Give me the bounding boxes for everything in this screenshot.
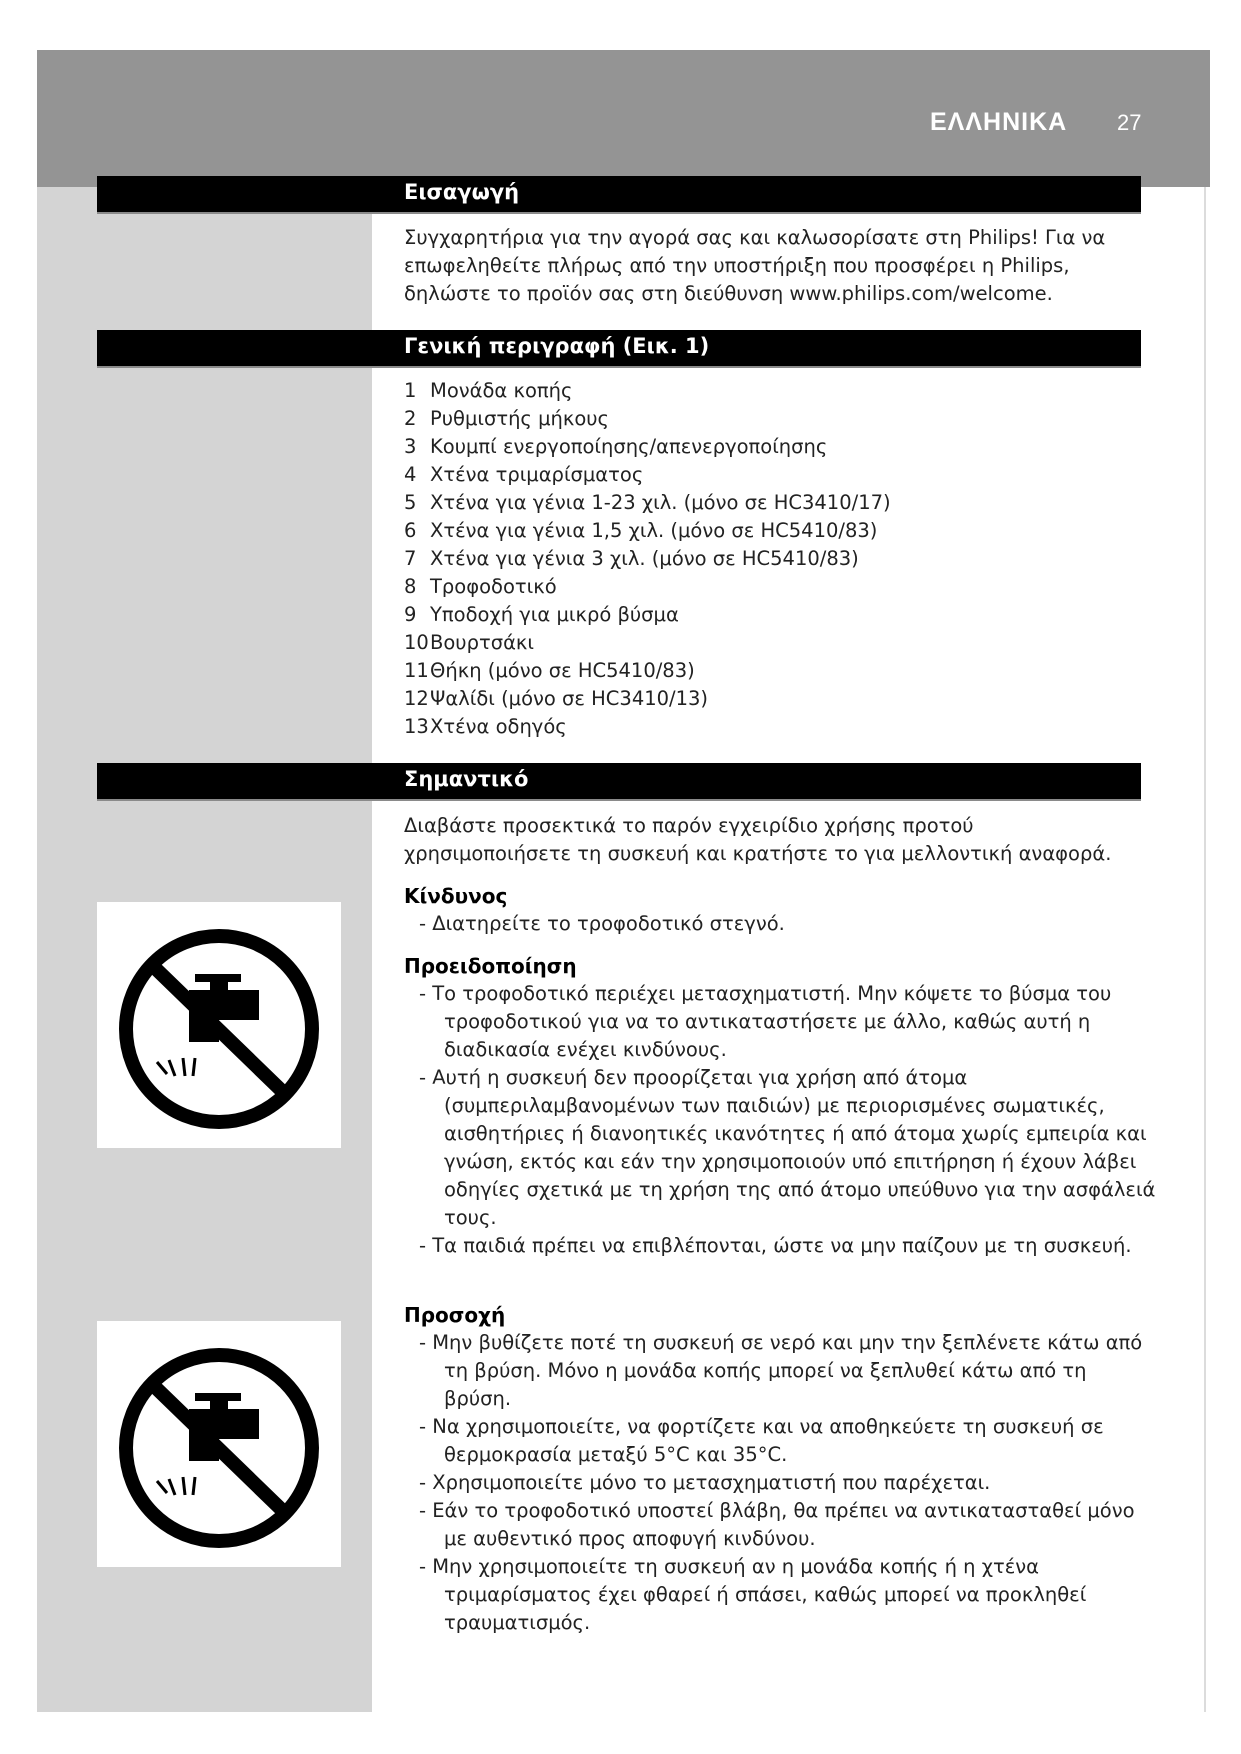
part-label: Χτένα τριμαρίσματος xyxy=(430,463,644,486)
parts-list xyxy=(404,377,1144,741)
part-label: Ψαλίδι (μόνο σε HC3410/13) xyxy=(430,687,709,710)
part-number: 10 xyxy=(404,631,429,654)
part-label: Ρυθμιστής μήκους xyxy=(430,407,609,430)
section-bar-general xyxy=(97,330,1141,368)
part-label: Χτένα για γένια 1-23 χιλ. (μόνο σε HC3410/17) xyxy=(430,491,891,514)
part-label: Τροφοδοτικό xyxy=(430,575,557,598)
part-label: Μονάδα κοπής xyxy=(430,379,573,402)
intro-line: δηλώστε το προϊόν σας στη διεύθυνση www.philips.com/welcome. xyxy=(404,282,1053,305)
parts-list-item xyxy=(404,489,1144,517)
part-number: 8 xyxy=(404,575,417,598)
language-label: ΕΛΛΗΝΙΚΑ xyxy=(930,108,1068,136)
part-number: 3 xyxy=(404,435,417,458)
warning-list xyxy=(404,980,1156,1260)
part-number: 4 xyxy=(404,463,417,486)
part-label: Θήκη (μόνο σε HC5410/83) xyxy=(430,659,695,682)
caution-heading: Προσοχή xyxy=(404,1303,506,1327)
no-water-tap-icon xyxy=(97,1321,341,1567)
section-heading-important: Σημαντικό xyxy=(404,767,529,791)
parts-list-item xyxy=(404,377,1144,405)
parts-list-item xyxy=(404,405,1144,433)
warning-item: - Τα παιδιά πρέπει να επιβλέπονται, ώστε να μην παίζουν με τη συσκευή. xyxy=(419,1234,1132,1257)
section-bar-intro xyxy=(97,176,1141,214)
part-number: 11 xyxy=(404,659,429,682)
parts-list-item xyxy=(404,545,1144,573)
important-line: Διαβάστε προσεκτικά το παρόν εγχειρίδιο χρήσης προτού xyxy=(404,814,974,837)
parts-list-item xyxy=(404,517,1144,545)
part-label: Χτένα οδηγός xyxy=(430,715,567,738)
parts-list-item xyxy=(404,573,1144,601)
section-heading-general: Γενική περιγραφή (Εικ. 1) xyxy=(404,334,710,358)
part-label: Κουμπί ενεργοποίησης/απενεργοποίησης xyxy=(430,435,828,458)
right-edge-line xyxy=(1204,187,1206,1712)
caution-item: - Μην βυθίζετε ποτέ τη συσκευή σε νερό και μην την ξεπλένετε κάτω από τη βρύση. Μόνο η μονάδα κοπής μπορεί να ξεπλυθεί κάτω από τη βρύση. xyxy=(419,1331,1143,1410)
part-label: Χτένα για γένια 1,5 χιλ. (μόνο σε HC5410/83) xyxy=(430,519,878,542)
intro-line: Συγχαρητήρια για την αγορά σας και καλωσορίσατε στη Philips! Για να xyxy=(404,226,1106,249)
part-label: Χτένα για γένια 3 χιλ. (μόνο σε HC5410/83) xyxy=(430,547,859,570)
warning-item: - Αυτή η συσκευή δεν προορίζεται για χρήση από άτομα (συμπεριλαμβανομένων των παιδιών) με περιορισμένες σωματικές, αισθητήριες ή διανοητικές ικανότητες ή από άτομα χωρίς εμπειρία και γνώση, εκτός και εάν την χρησιμοποιούν υπό επιτήρηση ή έχουν λάβει οδηγίες σχετικά με τη χρήση της από άτομο υπεύθυνο για την ασφάλειά τους. xyxy=(419,1066,1156,1229)
parts-list-item xyxy=(404,657,1144,685)
part-number: 5 xyxy=(404,491,417,514)
parts-list-item xyxy=(404,629,1144,657)
part-number: 13 xyxy=(404,715,429,738)
parts-list-item xyxy=(404,601,1144,629)
danger-heading: Κίνδυνος xyxy=(404,884,508,908)
caution-item: - Μην χρησιμοποιείτε τη συσκευή αν η μονάδα κοπής ή η χτένα τριμαρίσματος έχει φθαρεί ή σπάσει, καθώς μπορεί να προκληθεί τραυματισμός. xyxy=(419,1555,1087,1634)
part-number: 9 xyxy=(404,603,417,626)
intro-line: επωφεληθείτε πλήρως από την υποστήριξη που προσφέρει η Philips, xyxy=(404,254,1070,277)
warning-item: - Το τροφοδοτικό περιέχει μετασχηματιστή. Μην κόψετε το βύσμα του τροφοδοτικού για να το αντικαταστήσετε με άλλο, καθώς αυτή η διαδικασία ενέχει κινδύνους. xyxy=(419,982,1112,1061)
part-number: 12 xyxy=(404,687,429,710)
important-paragraph xyxy=(404,812,1144,868)
important-line: χρησιμοποιήσετε τη συσκευή και κρατήστε το για μελλοντική αναφορά. xyxy=(404,842,1112,865)
parts-list-item xyxy=(404,713,1144,741)
parts-list-item xyxy=(404,685,1144,713)
caution-item: - Εάν το τροφοδοτικό υποστεί βλάβη, θα πρέπει να αντικατασταθεί μόνο με αυθεντικό προς αποφυγή κινδύνου. xyxy=(419,1499,1135,1550)
part-number: 2 xyxy=(404,407,417,430)
danger-item: - Διατηρείτε το τροφοδοτικό στεγνό. xyxy=(419,912,785,935)
parts-list-item xyxy=(404,433,1144,461)
caution-list xyxy=(404,1329,1156,1637)
page-number: 27 xyxy=(1117,110,1142,135)
section-heading-intro: Εισαγωγή xyxy=(404,180,520,204)
danger-list xyxy=(404,910,1156,938)
parts-list-item xyxy=(404,461,1144,489)
part-number: 6 xyxy=(404,519,417,542)
part-label: Υποδοχή για μικρό βύσμα xyxy=(430,603,679,626)
warning-heading: Προειδοποίηση xyxy=(404,954,577,978)
no-water-tap-icon xyxy=(97,902,341,1148)
section-bar-important xyxy=(97,763,1141,801)
intro-paragraph xyxy=(404,224,1144,308)
part-number: 1 xyxy=(404,379,417,402)
part-number: 7 xyxy=(404,547,417,570)
caution-item: - Χρησιμοποιείτε μόνο το μετασχηματιστή που παρέχεται. xyxy=(419,1471,991,1494)
caution-item: - Να χρησιμοποιείτε, να φορτίζετε και να αποθηκεύετε τη συσκευή σε θερμοκρασία μεταξύ 5°C και 35°C. xyxy=(419,1415,1104,1466)
part-label: Βουρτσάκι xyxy=(430,631,535,654)
